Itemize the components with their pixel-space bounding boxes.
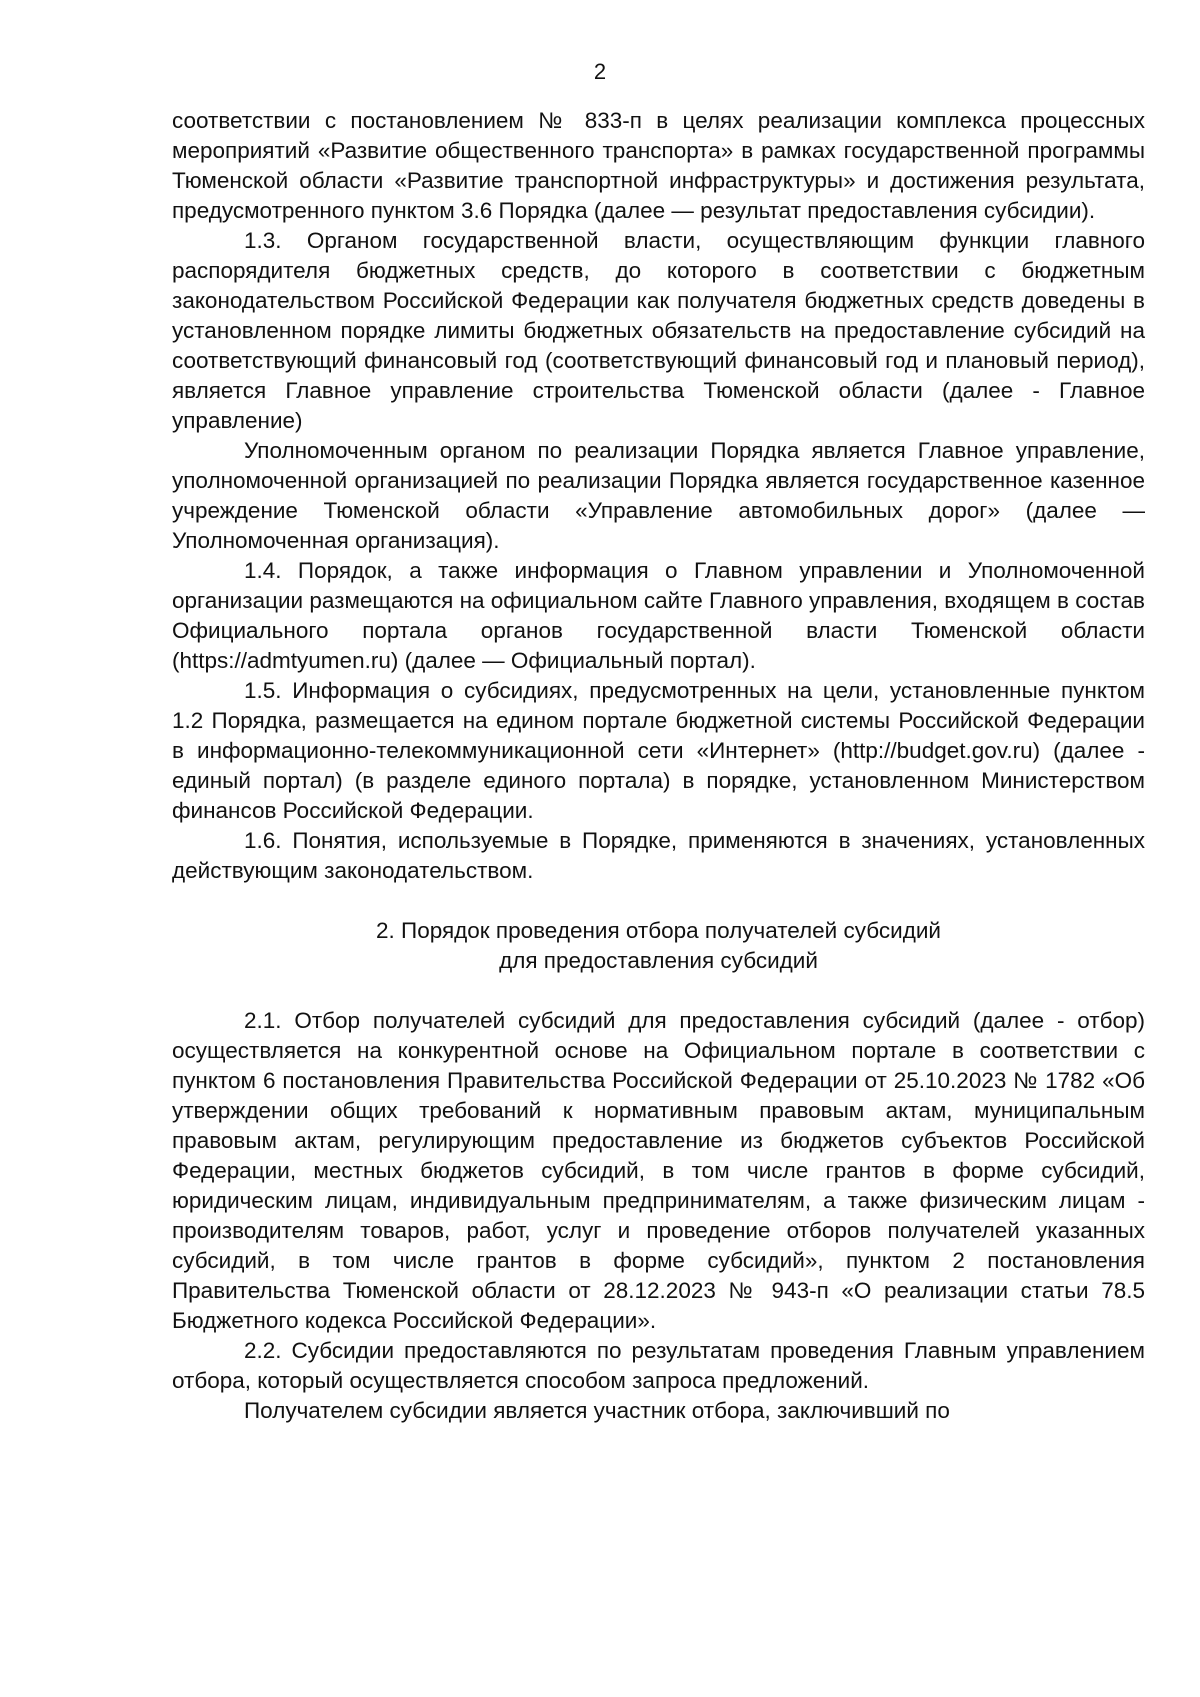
paragraph-1-3: 1.3. Органом государственной власти, осуществляющим функции главного распорядителя бюджетных средств, до которого в соответствии с бюджетным законодательством Российской Федерации как получателя бюджетных средств доведены в установленном порядке лимиты бюджетных обязательств на предоставление субсидий на соответствующий финансовый год (соответствующий финансовый год и плановый период), является Главное управление строительства Тюменской области (далее - Главное управление) [172, 228, 1145, 433]
page-number: 2 [593, 59, 607, 84]
document-body [172, 106, 1145, 1426]
paragraph-2-2: 2.2. Субсидии предоставляются по результатам проведения Главным управлением отбора, который осуществляется способом запроса предложений. [172, 1338, 1145, 1393]
section-heading-line2: для предоставления субсидий [499, 948, 818, 973]
paragraph-1-4: 1.4. Порядок, а также информация о Главном управлении и Уполномоченной организации размещаются на официальном сайте Главного управления, входящем в состав Официального портала органов государственной власти Тюменской области (https://admtyumen.ru) (далее — Официальный портал). [172, 558, 1145, 673]
paragraph-1-5: 1.5. Информация о субсидиях, предусмотренных на цели, установленные пунктом 1.2 Порядка, размещается на едином портале бюджетной системы Российской Федерации в информационно-телекоммуникационной сети «Интернет» (http://budget.gov.ru) (далее - единый портал) (в разделе единого портала) в порядке, установленном Министерством финансов Российской Федерации. [172, 678, 1145, 823]
paragraph-authorized-body: Уполномоченным органом по реализации Порядка является Главное управление, уполномоченной организацией по реализации Порядка является государственное казенное учреждение Тюменской области «Управление автомобильных дорог» (далее — Уполномоченная организация). [172, 438, 1145, 553]
paragraph-recipient: Получателем субсидии является участник отбора, заключивший по [244, 1398, 950, 1423]
section-heading-line1: 2. Порядок проведения отбора получателей субсидий [376, 918, 941, 943]
paragraph-continuation: соответствии с постановлением № 833-п в целях реализации комплекса процессных мероприятий «Развитие общественного транспорта» в рамках государственной программы Тюменской области «Развитие транспортной инфраструктуры» и достижения результата, предусмотренного пунктом 3.6 Порядка (далее — результат предоставления субсидии). [172, 108, 1145, 223]
section-heading [172, 916, 1145, 976]
paragraph-1-6: 1.6. Понятия, используемые в Порядке, применяются в значениях, установленных действующим законодательством. [172, 828, 1145, 883]
paragraph-2-1: 2.1. Отбор получателей субсидий для предоставления субсидий (далее - отбор) осуществляется на конкурентной основе на Официальном портале в соответствии с пунктом 6 постановления Правительства Российской Федерации от 25.10.2023 № 1782 «Об утверждении общих требований к нормативным правовым актам, муниципальным правовым актам, регулирующим предоставление из бюджетов субъектов Российской Федерации, местных бюджетов субсидий, в том числе грантов в форме субсидий, юридическим лицам, индивидуальным предпринимателям, а также физическим лицам - производителям товаров, работ, услуг и проведение отборов получателей указанных субсидий, в том числе грантов в форме субсидий», пунктом 2 постановления Правительства Тюменской области от 28.12.2023 № 943-п «О реализации статьи 78.5 Бюджетного кодекса Российской Федерации». [172, 1008, 1145, 1333]
